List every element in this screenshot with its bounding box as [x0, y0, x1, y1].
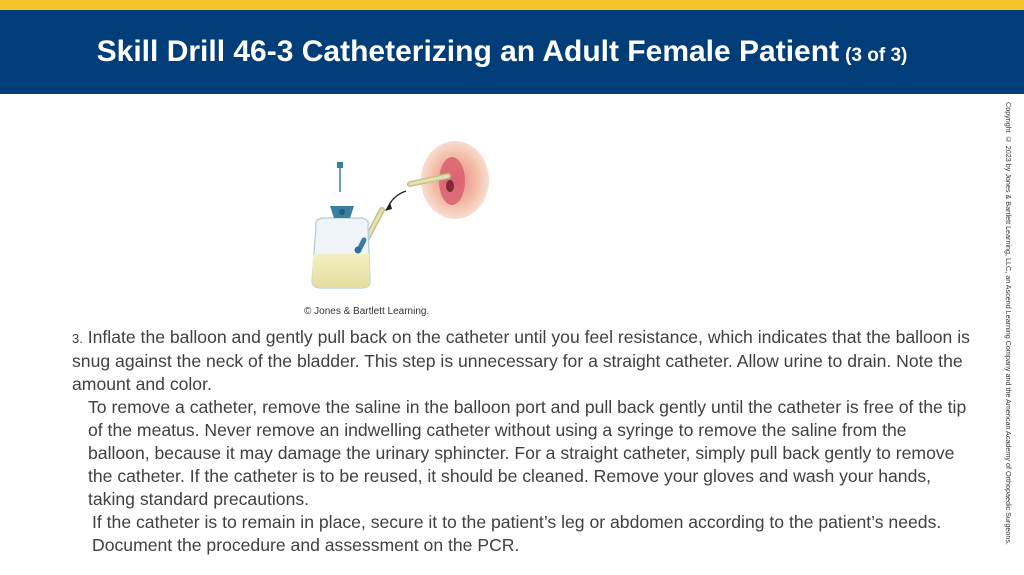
removal-paragraph — [72, 396, 972, 511]
image-credit: © Jones & Bartlett Learning. — [304, 306, 430, 317]
side-copyright-text: Copyright © 2023 by Jones & Bartlett Learning, LLC, an Ascend Learning Company and the American Academy of Orthopaedic Surgeons. — [1004, 102, 1013, 545]
body-text — [72, 326, 972, 557]
side-copyright — [1004, 102, 1018, 554]
title-bar — [0, 10, 1024, 94]
step-paragraph — [72, 326, 972, 396]
slide-title-suffix: (3 of 3) — [845, 45, 908, 66]
slide-title-main: Skill Drill 46-3 Catheterizing an Adult Female Patient — [96, 35, 840, 68]
slide-title — [97, 35, 908, 69]
catheter-drainage-bag-illustration — [300, 136, 505, 301]
secure-paragraph — [72, 511, 972, 557]
step-text: Inflate the balloon and gently pull back on the catheter until you feel resistance, which indicates that the balloon is snug against the neck of the bladder. This step is unnecessary for a straight catheter. Allow urine to drain. Note the amount and color. — [72, 327, 970, 394]
arrow-icon — [385, 202, 392, 211]
accent-stripe — [0, 0, 1024, 10]
removal-text: To remove a catheter, remove the saline in the balloon port and pull back gently until the catheter is free of the tip of the meatus. Never remove an indwelling catheter without using a syringe to remove the saline from the balloon, because it may damage the urinary sphincter. For a straight catheter, simply pull back gently to remove the catheter. If the catheter is to be reused, it should be cleaned. Remove your gloves and wash your hands, taking standard precautions. — [88, 397, 967, 509]
secure-text: If the catheter is to remain in place, secure it to the patient’s leg or abdomen according to the patient’s needs. Document the procedure and assessment on the PCR. — [92, 512, 942, 555]
step-number: 3. — [72, 331, 83, 346]
